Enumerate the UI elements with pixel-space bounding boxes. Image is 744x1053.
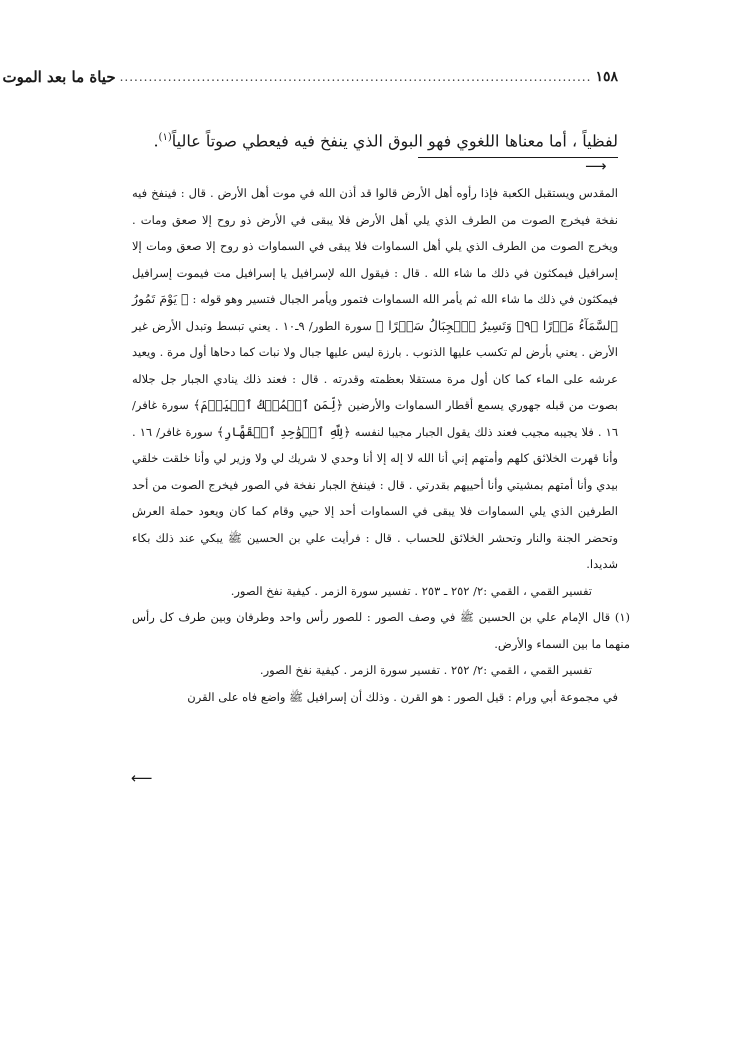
footnote-continuation: في مجموعة أبي ورام : قيل الصور : هو القرن . وذلك أن إسرافيل ﷺ واضع فاه على القرن [187,689,618,704]
footnote-text: سورة الطور/ ٩ـ١٠ . يعني تبسط وتبدل الأرض غير الأرض . يعني بأرض لم تكسب عليها الذنوب . بارزة ليس عليها جبال ولا نبات كما دحاها أول مرة . ويعيد عرشه على الماء كما كان أول مرة مستقلا بعظمته وقدرته . قال : فعند ذلك ينادي الجبار جل جلاله بصوت من قبله جهوري يسمع أقطار السماوات والأرضين [132,318,618,412]
quran-verse: ﴿لِّمَنِ ٱلۡمُلۡكُ ٱلۡيَوۡمَ﴾ [193,397,344,412]
main-text-line [153,124,618,155]
source-citation: تفسير القمي ، القمي :٢/ ٢٥٢ . تفسير سورة الزمر . كيفية نفخ الصور. [259,663,592,677]
quran-verse: ﴿لِلَّهِ ٱلۡوَٰحِدِ ٱلۡقَهَّارِ﴾ [216,423,351,439]
main-text-end: . [153,131,159,151]
page-number: ١٥٨ [595,69,618,85]
footnote-paragraph [132,180,618,578]
running-title: حياة ما بعد الموت [2,68,116,86]
footnote-text: سورة غافر/ ١٦ . فلا يجيبه مجيب فعند ذلك يقول الجبار مجيبا لنفسه [132,398,618,439]
quran-verse: ﴿ يَوْمَ تَمُورُ ٱلسَّمَآءُ مَوۡرًا ﴿٩﴾ وَتَسِيرُ ٱلۡجِبَالُ سَيۡرًا ﴾ [132,291,619,333]
running-header [2,64,618,90]
header-leader-dots: .................................................................................................. [119,70,592,84]
footnote-text: المقدس ويستقبل الكعبة فإذا رأوه أهل الأرض قالوا قد أذن الله في موت أهل الأرض . قال : فينفخ فيه نفخة فيخرج الصوت من الطرف الذي يلي أهل الأرض فلا يبقى في الأرض ذو روح إلا صعق ومات . ويخرج الصوت من الطرف الذي يلي أهل السماوات فلا يبقى في السماوات ذو روح إلا صعق ومات إلا إسرافيل فيمكثون في ذلك ما شاء الله . قال : فيقول الله لإسرافيل يا إسرافيل مت فيموت إسرافيل فيمكثون في ذلك ما شاء الله ثم يأمر الله السماوات فتمور ويأمر الجبال فتسير وهو قوله : [132,186,619,306]
footnote-text: سورة غافر/ ١٦ . وأنا قهرت الخلائق كلهم وأمتهم إني أنا الله لا إله إلا أنا وحدي لا شريك لي ولا وزير لي وأنا خلقت خلقي بيدي وأنا أمتهم بمشيتي وأنا أحييهم بقدرتي . قال : فينفخ الجبار نفخة في الصور فيخرج الصوت من أحد الطرفين الذي يلي السماوات فلا يبقى في السماوات أحد إلا حيي وقام كما كان ويعود حملة العرش وتحضر الجنة والنار وتحشر الخلائق للحساب . قال : فرأيت علي بن الحسين ﷺ يبكي عند ذلك بكاء شديدا. [132,424,618,571]
footnote-block [132,180,630,710]
continuation-arrow-icon: ⟶ [585,157,607,175]
source-citation: تفسير القمي ، القمي :٢/ ٢٥٢ ـ ٢٥٣ . تفسير سورة الزمر . كيفية نفخ الصور. [230,583,592,598]
main-text: لفظياً ، أما معناها اللغوي فهو البوق الذي ينفخ فيه فيعطي صوتاً عالياً [171,131,618,151]
footnote-reference: (١) [158,132,172,143]
footnote-one: (١) قال الإمام علي بن الحسين ﷺ في وصف الصور : للصور رأس واحد وطرفان وبين طرف كل رأس منهما ما بين السماء والأرض. [132,610,630,651]
continuation-arrow-icon: ⟵ [131,769,153,787]
